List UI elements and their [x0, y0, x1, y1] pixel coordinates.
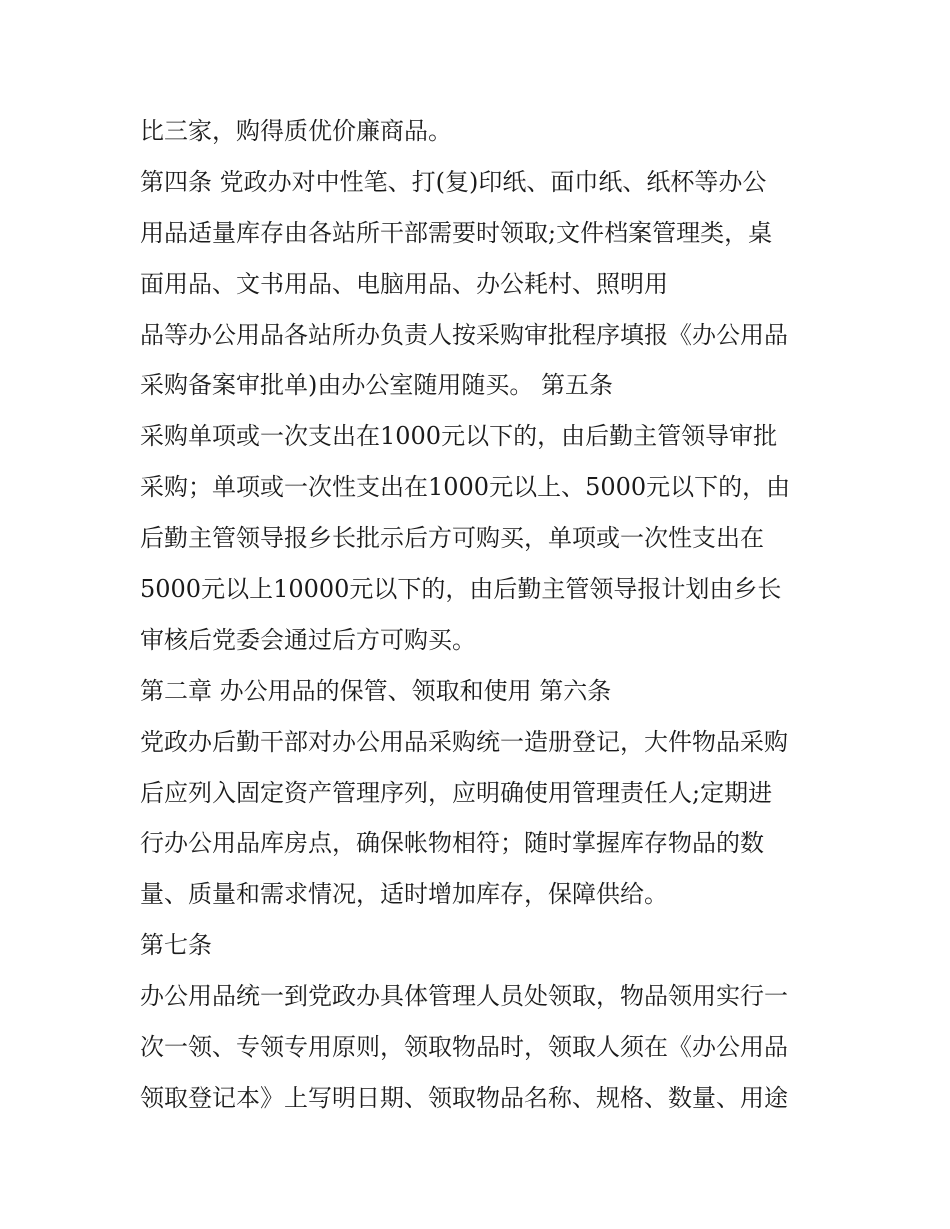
text-line: 党政办后勤干部对办公用品采购统一造册登记，大件物品采购 — [140, 727, 788, 756]
text-line: 次一领、专领专用原则，领取物品时，领取人须在《办公用品 — [140, 1033, 788, 1062]
text-line: 第二章 办公用品的保管、领取和使用 第六条 — [140, 676, 612, 705]
text-line: 审核后党委会通过后方可购买。 — [140, 625, 476, 654]
text-line: 采购；单项或一次性支出在1000元以上、5000元以下的，由 — [140, 473, 791, 502]
text-line: 面用品、文书用品、电脑用品、办公耗村、照明用 — [140, 269, 668, 298]
text-line: 量、质量和需求情况，适时增加库存，保障供给。 — [140, 880, 668, 909]
text-line: 第七条 — [140, 931, 212, 960]
text-line: 用品适量库存由各站所干部需要时领取;文件档案管理类，桌 — [140, 218, 773, 247]
text-line: 行办公用品库房点，确保帐物相符；随时掌握库存物品的数 — [140, 829, 764, 858]
text-line: 第四条 党政办对中性笔、打(复)印纸、面巾纸、纸杯等办公 — [140, 167, 767, 196]
text-line: 后应列入固定资产管理序列，应明确使用管理责任人;定期进 — [140, 778, 773, 807]
text-line: 后勤主管领导报乡长批示后方可购买，单项或一次性支出在 — [140, 524, 764, 553]
text-line: 采购备案审批单)由办公室随用随买。 第五条 — [140, 371, 613, 400]
text-line: 品等办公用品各站所办负责人按采购审批程序填报《办公用品 — [140, 320, 788, 349]
text-line: 办公用品统一到党政办具体管理人员处领取，物品领用实行一 — [140, 982, 788, 1011]
text-line: 领取登记本》上写明日期、领取物品名称、规格、数量、用途 — [140, 1083, 788, 1112]
text-line: 采购单项或一次支出在1000元以下的，由后勤主管领导审批 — [140, 422, 778, 451]
body-text — [140, 106, 820, 1124]
text-line: 比三家，购得质优价廉商品。 — [140, 117, 452, 145]
text-line: 5000元以上10000元以下的，由后勤主管领导报计划由乡长 — [140, 575, 782, 604]
